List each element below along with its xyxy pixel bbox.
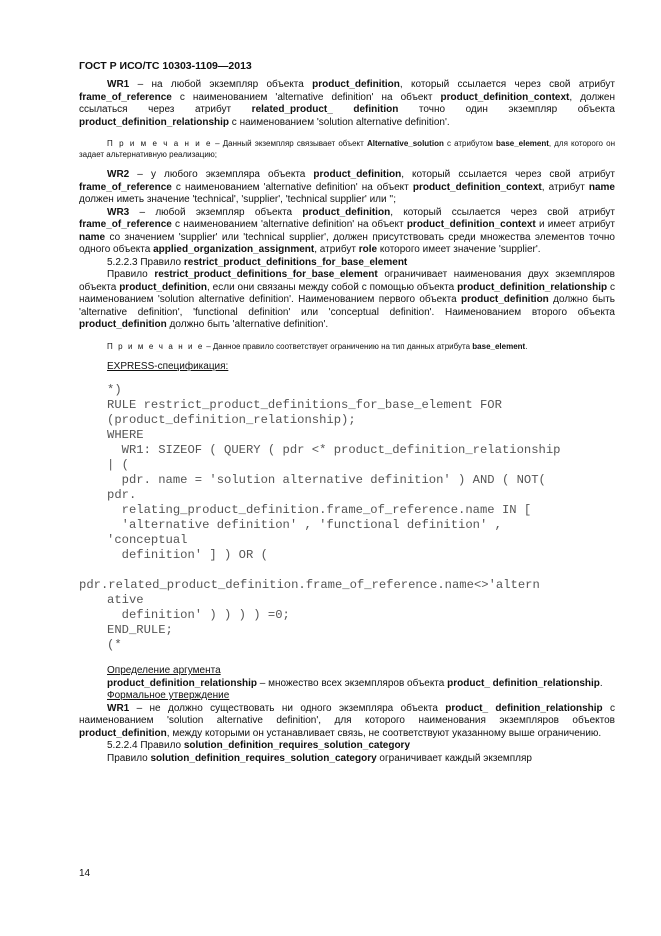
rule-wr1: WR1 – на любой экземпляр объекта product_definition, который ссылается через свой атрибут frame_of_reference с наименованием 'alternative definition' на объект product_definition_context, должен ссылаться через атрибут related_product_ definition точно один экземпляр объекта product_definition_relationship с наименованием 'solution alternative definition'.: [79, 79, 615, 128]
argument-definition: product_definition_relationship – множество всех экземпляров объекта product_ definition_relationship.: [107, 677, 603, 689]
rule-wr3: WR3 – любой экземпляр объекта product_definition, который ссылается через свой атрибут frame_of_reference с наименованием 'alternative definition' на объект product_definition_context и имеет атрибут name со значением 'supplier' или 'technical supplier', должен присутствовать среди множества элементов точно одного объекта applied_organization_assignment, атрибут role которого имеет значение 'supplier'.: [79, 206, 615, 255]
argument-heading: Определение аргумента: [107, 665, 221, 676]
code-line: 'conceptual: [107, 533, 188, 547]
document-header: ГОСТ Р ИСО/ТС 10303-1109—2013: [79, 60, 252, 72]
code-line: WHERE: [107, 428, 144, 442]
code-line: END_RULE;: [107, 623, 173, 637]
note-1: П р и м е ч а н и е – Данный экземпляр связывает объект Alternative_solution с атрибутом base_element, для которого он задает альтернативную реализацию;: [79, 139, 615, 159]
code-line: WR1: SIZEOF ( QUERY ( pdr <* product_definition_relationship: [107, 443, 561, 457]
code-line: definition' ] ) OR (: [107, 548, 268, 562]
code-line: relating_product_definition.frame_of_reference.name IN [: [107, 503, 532, 517]
code-line: [79, 563, 615, 578]
page-number: 14: [79, 868, 91, 879]
code-line: pdr.: [107, 488, 137, 502]
section-5224-heading: 5.2.2.4 Правило solution_definition_requires_solution_category: [107, 740, 411, 751]
code-line: | (: [107, 458, 129, 472]
code-line: (*: [107, 638, 122, 652]
code-line: (product_definition_relationship);: [107, 413, 356, 427]
express-code-block: [79, 383, 615, 653]
code-line: *): [107, 383, 122, 397]
formal-statement-heading: Формальное утверждение: [107, 690, 230, 701]
code-line: definition' ) ) ) ) =0;: [107, 608, 290, 622]
express-spec-label: EXPRESS-спецификация:: [107, 360, 229, 372]
code-line: pdr. name = 'solution alternative definition' ) AND ( NOT(: [107, 473, 546, 487]
code-line: ative: [107, 593, 144, 607]
code-line: 'alternative definition' , 'functional definition' ,: [107, 518, 502, 532]
rule-wr2: WR2 – у любого экземпляра объекта product_definition, который ссылается через свой атрибут frame_of_reference с наименованием 'alternative definition' на объект product_definition_context, атрибут name должен иметь значение 'technical', 'supplier', 'technical supplier' или '';: [79, 169, 615, 205]
formal-statement-body: WR1 – не должно существовать ни одного экземпляра объекта product_ definition_relationship с наименованием 'solution alternative definition', для которого наименования экземпляров объектов product_definition, между которыми он устанавливает связь, не соответствуют указанному выше ограничению.: [79, 702, 615, 739]
document-page: [79, 60, 615, 765]
section-5223-heading: 5.2.2.3 Правило restrict_product_definitions_for_base_element: [107, 256, 408, 268]
section-5224-body: Правило solution_definition_requires_solution_category ограничивает каждый экземпляр: [107, 752, 532, 764]
section-5223-body: Правило restrict_product_definitions_for_base_element ограничивает наименования двух экземпляров объекта product_definition, если они связаны между собой с помощью объекта product_definition_relationship с наименованием 'solution alternative definition'. Наименованием первого объекта product_definition должно быть 'alternative definition', 'functional definition' или 'conceptual definition'. Наименованием второго объекта product_definition должно быть 'alternative definition'.: [79, 269, 616, 330]
code-line: RULE restrict_product_definitions_for_base_element FOR: [107, 398, 502, 412]
note-2: П р и м е ч а н и е – Данное правило соответствует ограничению на тип данных атрибута base_element.: [107, 341, 528, 351]
code-line: pdr.related_product_definition.frame_of_reference.name<>'altern: [79, 578, 540, 592]
